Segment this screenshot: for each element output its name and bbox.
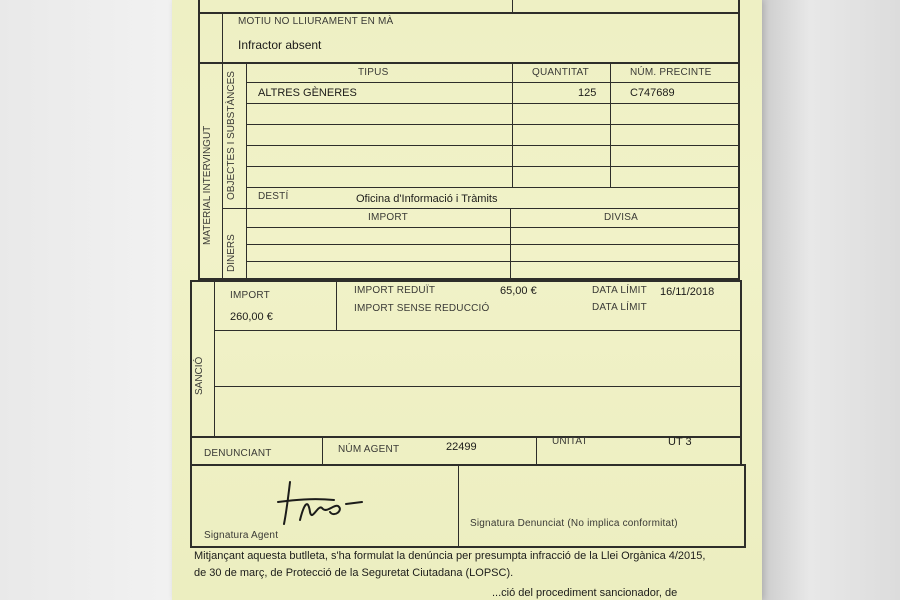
col-type-header: TIPUS [358, 67, 389, 78]
import-label: IMPORT [230, 290, 270, 301]
object-type: ALTRES GÈNERES [258, 87, 357, 99]
objects-section-label: OBJECTES I SUBSTÀNCES [226, 71, 237, 200]
agent-signature-scribble [264, 474, 374, 534]
object-quantity: 125 [578, 87, 597, 99]
material-section-label: MATERIAL INTERVINGUT [202, 125, 213, 245]
unit-label: UNITAT [552, 436, 588, 447]
reason-value: Infractor absent [238, 38, 322, 52]
agent-number-value: 22499 [446, 441, 477, 453]
destination-value: Oficina d'Informació i Tràmits [356, 193, 498, 205]
legal-text-line-3: ...ció del procediment sancionador, de [492, 587, 678, 599]
fine-ticket [172, 0, 762, 600]
sanction-section-label: SANCIÓ [194, 356, 205, 395]
reduced-import-label: IMPORT REDUÏT [354, 285, 436, 296]
col-quantity-header: QUANTITAT [532, 67, 589, 78]
money-import-header: IMPORT [368, 212, 408, 223]
denounced-signature-label: Signatura Denunciat (No implica conformitat) [470, 518, 678, 529]
object-seal-number: C747689 [630, 87, 675, 99]
complainant-label: DENUNCIANT [204, 448, 272, 459]
unit-value: UT 3 [668, 436, 692, 448]
money-section-label: DINERS [226, 234, 237, 272]
unreduced-import-label: IMPORT SENSE REDUCCIÓ [354, 303, 490, 314]
reduced-import-value: 65,00 € [500, 285, 537, 297]
deadline-label-2: DATA LÍMIT [592, 302, 647, 313]
import-value: 260,00 € [230, 311, 273, 323]
deadline-label: DATA LÍMIT [592, 285, 647, 296]
destination-label: DESTÍ [258, 191, 289, 202]
agent-signature-label: Signatura Agent [204, 530, 279, 541]
legal-text-line-1: Mitjançant aquesta butlleta, s'ha formulat la denúncia per presumpta infracció de la Llei Orgànica 4/2015, [194, 550, 706, 562]
agent-number-label: NÚM AGENT [338, 444, 400, 455]
reason-label: MOTIU NO LLIURAMENT EN MÀ [238, 16, 394, 27]
col-seal-header: NÚM. PRECINTE [630, 67, 712, 78]
legal-text-line-2: de 30 de març, de Protecció de la Seguretat Ciutadana (LOPSC). [194, 567, 514, 579]
money-currency-header: DIVISA [604, 212, 638, 223]
deadline-value: 16/11/2018 [660, 286, 715, 298]
